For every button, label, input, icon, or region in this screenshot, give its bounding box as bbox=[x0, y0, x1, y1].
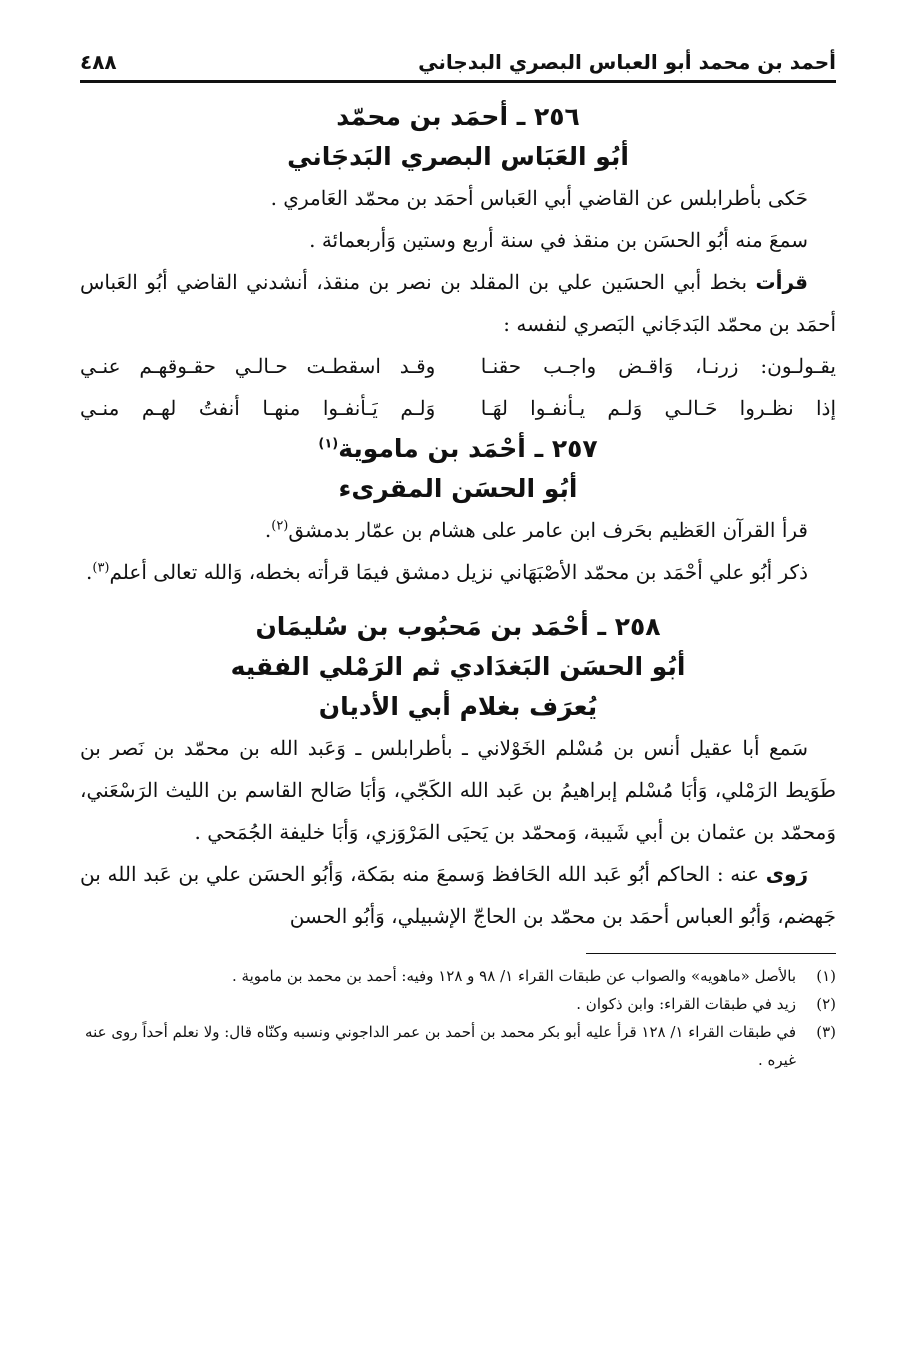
entry-256-paragraph-3-text: بخط أبي الحسَين علي بن المقلد بن نصر بن منقذ، أنشدني القاضي أبُو العَباس أحمَد بن محمّد البَدجَاني البَصري لنفسه : bbox=[80, 270, 836, 336]
footnote-3-text: في طبقات القراء ١/ ١٢٨ قرأ عليه أبو بكر محمد بن أحمد بن عمر الداجوني ونسبه وكنّاه قال: ولا نعلم أحداً روى عنه غيره . bbox=[85, 1023, 796, 1069]
verse-2-first-hemistich: إذا نظـروا حَـالـي وَلـم يـأنفـوا لهَـا bbox=[480, 396, 836, 420]
entry-257-subtitle: أبُو الحسَن المقرىء bbox=[338, 474, 578, 503]
footnote-3 bbox=[80, 1018, 836, 1074]
entry-258-paragraph-2 bbox=[80, 853, 836, 937]
entry-256-paragraph-1: حَكى بأطرابلس عن القاضي أبي العَباس أحمَد بن محمّد العَامري . bbox=[270, 186, 808, 210]
entry-257-title bbox=[80, 429, 836, 469]
entry-258-lead-word: رَوى bbox=[765, 862, 808, 886]
entry-258-subtitle-2: يُعرَف بغلام أبي الأديان bbox=[318, 692, 598, 721]
entry-258-paragraph-2-text: عنه : الحاكم أبُو عَبد الله الحَافظ وَسمعَ منه بمَكة، وَأبُو الحسَن علي بن عَبد الله بن جَهضم، وَأبُو العباس أحمَد بن محمّد بن الحاجّ الإشبيلي، وَأبُو الحسن bbox=[80, 862, 836, 928]
footnote-1-text: بالأصل «ماهويه» والصواب عن طبقات القراء ١/ ٩٨ و ١٢٨ وفيه: أحمد بن محمد بن ماموية . bbox=[231, 967, 796, 985]
entry-257-title-text: ٢٥٧ ـ أحْمَد بن ماموية bbox=[338, 434, 598, 463]
footnote-ref-2: (٢) bbox=[271, 518, 289, 534]
entry-258-subtitle: أبُو الحسَن البَغدَادي ثم الرَمْلي الفقيه bbox=[230, 652, 686, 681]
footnote-3-number: (٣) bbox=[816, 1023, 836, 1041]
verse-1-first-hemistich: يقـولـون: زرنـا، وَاقـض واجـب حقنـا bbox=[480, 354, 836, 378]
entry-257-paragraph-1-end: . bbox=[264, 518, 272, 542]
verse-line-2 bbox=[80, 387, 836, 429]
verse-2-second-hemistich: وَلـم يَـأنفـوا منهـا أنفتُ لهـم منـي bbox=[80, 396, 436, 420]
entry-257-paragraph-2-text: ذكر أبُو علي أحْمَد بن محمّد الأصْبَهَاني نزيل دمشق فيمَا قرأته بخطه، وَالله تعالى أعلم bbox=[109, 560, 808, 584]
running-title: أحمد بن محمد أبو العباس البصري البدجاني bbox=[418, 50, 836, 74]
footnote-ref-1: (١) bbox=[318, 436, 339, 452]
entry-257-paragraph-1 bbox=[80, 509, 836, 551]
footnote-1 bbox=[80, 962, 836, 990]
entry-256-title: ٢٥٦ ـ أحمَد بن محمّد bbox=[336, 102, 580, 131]
footnote-2-number: (٢) bbox=[816, 995, 836, 1013]
entry-256-lead-word: قرأت bbox=[755, 270, 808, 294]
entry-258-heading bbox=[80, 607, 836, 727]
page-number: ٤٨٨ bbox=[80, 50, 117, 74]
entry-256-subtitle: أبُو العَبَاس البصري البَدجَاني bbox=[287, 142, 629, 171]
verse-line-1 bbox=[80, 345, 836, 387]
header-rule bbox=[80, 80, 836, 83]
footnote-2-text: زيد في طبقات القراء: وابن ذكوان . bbox=[576, 995, 796, 1013]
entry-257-paragraph-2-end: . bbox=[86, 560, 93, 584]
footnote-1-number: (١) bbox=[816, 967, 836, 985]
footnotes-rule bbox=[586, 953, 836, 954]
entry-258-title: ٢٥٨ ـ أحْمَد بن مَحبُوب بن سُليمَان bbox=[255, 612, 661, 641]
footnote-ref-3: (٣) bbox=[92, 560, 110, 576]
footnote-2 bbox=[80, 990, 836, 1018]
entry-256-paragraph-2: سمعَ منه أبُو الحسَن بن منقذ في سنة أربع وستين وَأربعمائة . bbox=[309, 228, 808, 252]
footnotes bbox=[80, 962, 836, 1074]
page-header bbox=[80, 40, 836, 74]
entry-256-paragraph-3 bbox=[80, 261, 836, 345]
entry-257-paragraph-1-text: قرأ القرآن العَظيم بحَرف ابن عامر على هشام بن عمّار بدمشق bbox=[288, 518, 808, 542]
entry-257-heading bbox=[80, 429, 836, 509]
entry-258-paragraph-1: سَمع أبا عقيل أنس بن مُسْلم الخَوْلاني ـ بأطرابلس ـ وَعَبد الله بن محمّد بن نَصر بن طَوَيط الرَمْلي، وَأبَا مُسْلم إبراهيمُ بن عَبد الله الكَجّي، وَأبَا صَالح القاسم بن الليث الرَسْعَني، وَمحمّد بن عثمان بن أبي شَيبة، وَمحمّد بن يَحيَى المَرْوَزي، وَأبَا خليفة الجُمَحي . bbox=[80, 736, 836, 844]
entry-256-heading bbox=[80, 97, 836, 177]
entry-257-paragraph-2 bbox=[80, 551, 836, 593]
verse-1-second-hemistich: وقـد اسقطـت حـالـي حقـوقهـم عنـي bbox=[80, 354, 436, 378]
